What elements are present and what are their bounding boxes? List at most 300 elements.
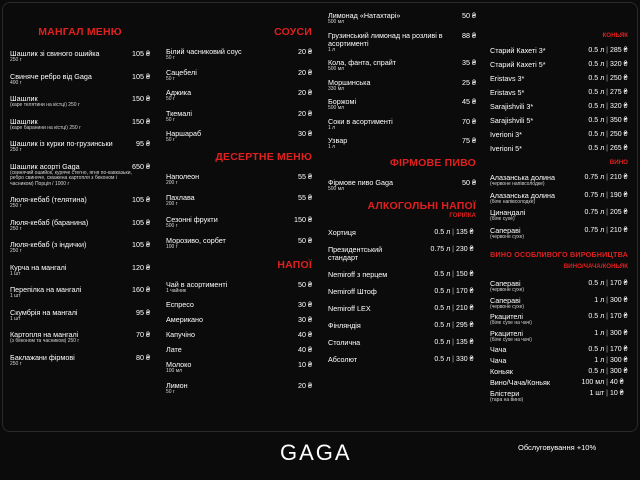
item-volume-price xyxy=(566,145,628,153)
item-name xyxy=(328,79,462,93)
item-price: 190 ₴ xyxy=(610,191,628,199)
divider: | xyxy=(606,313,608,320)
item-volume-price xyxy=(566,297,628,305)
section-title-house-wine: ВИНО ОСОБЛИВОГО ВИРОБНИЦТВА xyxy=(490,250,628,259)
menu-item xyxy=(328,229,476,237)
menu-item xyxy=(490,209,628,223)
item-price: 20 ₴ xyxy=(298,67,312,77)
item-name xyxy=(166,346,298,354)
item-weight: 1 шт xyxy=(10,293,21,299)
item-volume-price xyxy=(566,313,628,321)
cognac-list xyxy=(490,47,628,153)
item-name xyxy=(166,382,298,396)
item-price: 300 ₴ xyxy=(610,329,628,337)
item-volume-price xyxy=(566,131,628,139)
item-price: 10 ₴ xyxy=(610,390,624,397)
divider: | xyxy=(606,329,608,337)
item-volume-price xyxy=(566,89,628,97)
item-weight: 1 л xyxy=(328,46,336,53)
item-price: 50 ₴ xyxy=(298,279,312,289)
section-title-desserts: ДЕСЕРТНЕ МЕНЮ xyxy=(215,150,312,163)
item-name xyxy=(328,322,408,330)
item-name xyxy=(490,117,566,125)
item-title: Лимон xyxy=(166,380,188,390)
item-weight: 500 мл xyxy=(328,105,345,111)
item-title: Столична xyxy=(328,338,361,347)
menu-item xyxy=(490,297,628,311)
item-name xyxy=(490,357,566,365)
item-volume: 0.75 л xyxy=(430,246,451,253)
menu-item xyxy=(490,131,628,139)
item-price: 30 ₴ xyxy=(298,315,312,324)
menu-item xyxy=(490,313,628,327)
item-title: Шашлик зі свиного ошийка xyxy=(10,49,100,58)
item-volume-price xyxy=(566,47,628,55)
item-weight: 250 г xyxy=(10,248,22,254)
item-price: 20 ₴ xyxy=(298,108,312,118)
item-title: Абсолют xyxy=(328,355,358,364)
item-name xyxy=(10,219,132,233)
item-title: Старий Кахеті 5* xyxy=(490,60,546,69)
item-name xyxy=(490,145,566,153)
item-volume: 0.75 л xyxy=(584,174,605,181)
item-name xyxy=(10,95,132,109)
item-volume: 1 л xyxy=(594,329,605,337)
item-description: (червоне напівсолодке) xyxy=(490,181,545,187)
menu-item xyxy=(328,118,476,132)
divider: | xyxy=(606,390,608,397)
item-price: 70 ₴ xyxy=(462,116,476,126)
menu-item xyxy=(328,32,476,54)
item-title: Nemiroff з перцем xyxy=(328,270,388,279)
item-price: 95 ₴ xyxy=(136,307,150,317)
menu-item xyxy=(490,379,628,387)
item-volume-price xyxy=(566,330,628,338)
item-price: 20 ₴ xyxy=(298,47,312,56)
item-price: 50 ₴ xyxy=(298,236,312,245)
menu-item xyxy=(10,196,150,210)
item-volume: 0.5 л xyxy=(588,47,605,54)
item-weight: (каре баранини на кістці) 250 г xyxy=(10,124,81,131)
item-volume: 0.5 л xyxy=(588,89,605,96)
divider: | xyxy=(452,246,454,253)
menu-item xyxy=(328,59,476,73)
sauces-list xyxy=(166,48,312,144)
section-title-drinks: НАПОЇ xyxy=(277,258,312,271)
divider: | xyxy=(606,296,608,304)
item-weight: 50 г xyxy=(166,96,175,102)
menu-item xyxy=(490,103,628,111)
item-title: Грузинський лимонад на розливі в асортименті xyxy=(328,30,443,48)
item-title: Ткемалі xyxy=(166,108,193,118)
item-volume: 0.5 л xyxy=(434,339,451,346)
item-title: Люля-кебаб (з індички) xyxy=(10,240,87,249)
menu-item xyxy=(328,246,476,262)
grill-list xyxy=(10,50,150,367)
item-name xyxy=(490,47,566,55)
divider: | xyxy=(606,226,608,234)
item-volume: 0.5 л xyxy=(434,271,451,278)
item-weight: 330 мл xyxy=(328,85,345,92)
item-volume: 1 л xyxy=(594,296,605,304)
menu-item xyxy=(10,286,150,300)
item-title: Алазанська долина xyxy=(490,190,556,200)
item-weight: 500 г xyxy=(166,222,178,229)
item-title: Чача xyxy=(490,356,507,365)
item-description: (біле сухе на чачі) xyxy=(490,336,532,343)
menu-item xyxy=(490,280,628,294)
column-cognac-wine xyxy=(490,32,628,407)
item-price: 300 ₴ xyxy=(610,357,628,364)
item-name xyxy=(10,163,132,188)
item-volume: 0.75 л xyxy=(584,226,605,234)
divider: | xyxy=(452,339,454,346)
item-price: 135 ₴ xyxy=(456,339,474,346)
item-volume: 0.5 л xyxy=(434,305,451,312)
item-volume: 0.5 л xyxy=(434,322,451,329)
item-name xyxy=(328,137,462,151)
item-price: 285 ₴ xyxy=(610,47,628,54)
item-name xyxy=(490,103,566,111)
item-name xyxy=(328,118,462,132)
divider: | xyxy=(606,174,608,181)
item-title: Боржомі xyxy=(328,97,357,106)
item-volume-price xyxy=(566,192,628,200)
item-volume-price xyxy=(566,390,628,398)
item-name xyxy=(10,241,132,255)
menu-item xyxy=(490,390,628,404)
item-price: 50 ₴ xyxy=(462,11,476,20)
item-weight: 250 г xyxy=(10,147,22,153)
column-grill xyxy=(10,26,150,376)
divider: | xyxy=(452,288,454,295)
drinks-list xyxy=(166,281,312,396)
item-weight: 250 г xyxy=(10,57,22,63)
item-price: 330 ₴ xyxy=(456,356,474,363)
item-weight: (каре телятини на кістці) 250 г xyxy=(10,102,80,108)
subtitle-vodka: ГОРІЛКА xyxy=(449,212,476,219)
item-price: 105 ₴ xyxy=(132,71,150,81)
item-name xyxy=(328,12,462,26)
menu-item xyxy=(10,219,150,233)
item-weight: 500 мл xyxy=(328,185,345,192)
item-price: 170 ₴ xyxy=(456,288,474,295)
item-volume-price xyxy=(566,357,628,365)
wine-list xyxy=(490,174,628,240)
item-price: 250 ₴ xyxy=(610,75,628,82)
item-volume: 0.5 л xyxy=(588,103,605,110)
item-title: Старий Кахеті 3* xyxy=(490,46,546,55)
item-weight: 250 г xyxy=(10,225,22,232)
column-sauces-desserts-drinks xyxy=(166,26,312,402)
item-price: 250 ₴ xyxy=(610,131,628,138)
divider: | xyxy=(452,229,454,236)
item-volume: 0.5 л xyxy=(588,117,605,124)
item-price: 320 ₴ xyxy=(610,103,628,110)
item-price: 88 ₴ xyxy=(462,30,476,40)
item-price: 210 ₴ xyxy=(610,226,628,234)
menu-item xyxy=(490,192,628,206)
item-price: 70 ₴ xyxy=(136,330,150,339)
subtitle-wine: ВИНО xyxy=(609,159,628,166)
item-title: Nemiroff Штоф xyxy=(328,287,377,296)
item-name xyxy=(10,118,132,132)
item-volume-price xyxy=(566,346,628,354)
item-volume-price xyxy=(566,75,628,83)
item-title: Sarajishvili 5* xyxy=(490,116,534,125)
menu-item xyxy=(10,241,150,255)
item-price: 20 ₴ xyxy=(298,88,312,97)
item-volume-price xyxy=(566,117,628,125)
item-volume-price xyxy=(566,227,628,235)
item-name xyxy=(10,50,132,64)
item-title: Аджика xyxy=(166,88,192,97)
item-description: (червоне сухе) xyxy=(490,233,525,240)
soft-drinks-list xyxy=(328,12,476,151)
item-description: (тара на вино) xyxy=(490,397,524,403)
item-price: 105 ₴ xyxy=(132,195,150,204)
menu-item xyxy=(328,98,476,112)
item-name xyxy=(166,89,298,103)
item-name xyxy=(328,288,408,296)
item-name xyxy=(490,297,566,311)
item-title: Ркацителі xyxy=(490,312,523,321)
item-name xyxy=(10,196,132,210)
item-price: 105 ₴ xyxy=(132,217,150,227)
menu-item xyxy=(328,271,476,279)
item-title: Шашлик xyxy=(10,94,38,103)
item-name xyxy=(166,361,298,375)
item-title: Сапераві xyxy=(490,225,521,235)
column-soft-beer-alcohol xyxy=(328,12,476,373)
item-price: 300 ₴ xyxy=(610,368,628,375)
beer-list xyxy=(328,179,476,193)
item-title: Eristavs 3* xyxy=(490,74,525,83)
menu-item xyxy=(328,305,476,313)
item-volume-price xyxy=(566,379,628,387)
item-name xyxy=(166,173,298,187)
item-price: 50 ₴ xyxy=(462,177,476,187)
item-title: Перепілка на мангалі xyxy=(10,285,82,294)
menu-item xyxy=(166,382,312,396)
menu-item xyxy=(10,354,150,368)
item-price: 650 ₴ xyxy=(132,161,150,171)
item-price: 35 ₴ xyxy=(462,58,476,67)
item-price: 55 ₴ xyxy=(298,171,312,181)
item-name xyxy=(166,237,298,251)
menu-item xyxy=(490,357,628,365)
menu-item xyxy=(166,301,312,309)
divider: | xyxy=(606,357,608,364)
divider: | xyxy=(606,131,608,138)
menu-item xyxy=(328,137,476,151)
menu-item xyxy=(166,69,312,83)
divider: | xyxy=(452,322,454,329)
item-title: Шашлик xyxy=(10,116,38,126)
item-title: Президентський стандарт xyxy=(328,245,383,262)
item-price: 170 ₴ xyxy=(610,313,628,320)
item-weight: 50 г xyxy=(166,388,175,395)
item-name xyxy=(490,390,566,404)
item-title: Лате xyxy=(166,345,182,354)
divider: | xyxy=(606,368,608,375)
item-price: 10 ₴ xyxy=(298,360,312,369)
item-description: (біле сухе) xyxy=(490,216,515,222)
item-weight: 200 г xyxy=(166,201,178,207)
divider: | xyxy=(606,379,608,386)
item-price: 95 ₴ xyxy=(136,139,150,148)
item-price: 230 ₴ xyxy=(456,246,474,253)
item-price: 40 ₴ xyxy=(610,379,624,386)
menu-item xyxy=(166,281,312,295)
item-price: 105 ₴ xyxy=(132,49,150,58)
item-volume: 0.5 л xyxy=(588,75,605,82)
item-weight: 1 шт xyxy=(10,270,21,277)
item-name xyxy=(328,59,462,73)
item-title: Скумбрія на мангалі xyxy=(10,307,78,317)
menu-item xyxy=(490,330,628,344)
menu-item xyxy=(10,264,150,278)
item-price: 30 ₴ xyxy=(298,300,312,309)
item-title: Лимонад «Натахтарі» xyxy=(328,11,401,20)
item-title: Sarajishvili 3* xyxy=(490,102,534,111)
item-weight: 1 л xyxy=(328,124,336,131)
divider: | xyxy=(606,103,608,110)
item-name xyxy=(490,330,566,344)
item-volume: 1 л xyxy=(594,357,605,364)
item-volume: 100 мл xyxy=(581,379,605,386)
item-volume: 0.5 л xyxy=(434,288,451,295)
item-volume-price xyxy=(408,356,476,364)
item-title: Люля-кебаб (баранина) xyxy=(10,217,89,227)
item-name xyxy=(328,339,408,347)
menu-item xyxy=(166,237,312,251)
item-price: 150 ₴ xyxy=(132,94,150,103)
menu-item xyxy=(166,130,312,144)
item-weight: (свинячий ошийок, куряче стегно, ягня по-кавказьки, ребро свиняче, смажена картопля з беконом і часником) Порція / 1000 г xyxy=(10,169,132,187)
item-price: 25 ₴ xyxy=(462,77,476,87)
item-name xyxy=(166,194,298,208)
menu-item xyxy=(166,89,312,103)
item-name xyxy=(490,131,566,139)
item-weight: 1 шт xyxy=(10,315,21,322)
item-title: Коньяк xyxy=(490,367,513,376)
item-weight: 100 г xyxy=(166,244,178,250)
item-name xyxy=(328,229,408,237)
item-name xyxy=(490,209,566,223)
menu-item xyxy=(490,75,628,83)
item-price: 75 ₴ xyxy=(462,136,476,145)
item-name xyxy=(328,98,462,112)
divider: | xyxy=(606,117,608,124)
item-weight: 100 мл xyxy=(166,368,183,374)
item-volume-price xyxy=(566,368,628,376)
item-volume: 0.5 л xyxy=(588,131,605,138)
item-price: 40 ₴ xyxy=(298,345,312,354)
item-volume-price xyxy=(408,271,476,279)
item-volume-price xyxy=(566,174,628,182)
item-name xyxy=(490,89,566,97)
item-volume: 0.5 л xyxy=(588,61,605,68)
menu-item xyxy=(490,368,628,376)
menu-item xyxy=(10,163,150,188)
item-name xyxy=(166,110,298,124)
item-name xyxy=(10,264,132,278)
item-price: 275 ₴ xyxy=(610,89,628,96)
item-name xyxy=(490,280,566,294)
item-name xyxy=(166,69,298,83)
item-title: Nemiroff LEX xyxy=(328,304,371,313)
item-volume-price xyxy=(408,229,476,237)
menu-item xyxy=(166,331,312,339)
item-name xyxy=(490,61,566,69)
item-title: Шашлик із курки по-грузинськи xyxy=(10,139,113,148)
item-title: Шашлик асорті Gaga xyxy=(10,161,80,171)
divider: | xyxy=(606,61,608,68)
item-title: Американо xyxy=(166,315,204,324)
menu-item xyxy=(328,322,476,330)
item-name xyxy=(490,313,566,327)
item-name xyxy=(490,346,566,354)
item-price: 265 ₴ xyxy=(610,145,628,152)
menu-item xyxy=(166,110,312,124)
menu-item xyxy=(328,288,476,296)
menu-item xyxy=(166,361,312,375)
menu-item xyxy=(166,173,312,187)
item-title: Iverioni 3* xyxy=(490,130,522,139)
item-title: Чача xyxy=(490,345,507,354)
divider: | xyxy=(606,191,608,199)
item-title: Соки в асортименті xyxy=(328,116,393,126)
item-title: Сапераві xyxy=(490,295,521,305)
menu-item xyxy=(10,118,150,132)
item-volume-price xyxy=(566,61,628,69)
item-weight: 50 г xyxy=(166,55,175,61)
menu-item xyxy=(490,346,628,354)
item-price: 210 ₴ xyxy=(610,174,628,181)
item-title: Блістери xyxy=(490,389,520,398)
item-title: Хортиця xyxy=(328,228,356,237)
divider: | xyxy=(606,89,608,96)
item-volume: 0.5 л xyxy=(434,356,451,363)
menu-item xyxy=(10,73,150,87)
menu-item xyxy=(328,12,476,26)
item-price: 30 ₴ xyxy=(298,129,312,138)
item-weight: 500 мл xyxy=(328,66,345,72)
menu-item xyxy=(328,356,476,364)
menu-item xyxy=(490,174,628,188)
item-name xyxy=(166,301,298,309)
item-price: 170 ₴ xyxy=(610,346,628,353)
menu-item xyxy=(490,47,628,55)
item-title: Свиняче ребро від Gaga xyxy=(10,71,92,81)
item-weight: (з беконом та часником) 250 г xyxy=(10,338,80,344)
item-title: Eristavs 5* xyxy=(490,88,525,97)
item-volume: 0.5 л xyxy=(588,145,605,152)
item-volume-price xyxy=(408,339,476,347)
item-price: 300 ₴ xyxy=(610,296,628,304)
item-title: Молоко xyxy=(166,360,192,369)
item-price: 150 ₴ xyxy=(294,214,312,224)
menu-item xyxy=(166,316,312,324)
item-name xyxy=(328,32,462,54)
menu-item xyxy=(10,309,150,323)
item-name xyxy=(10,309,136,323)
item-name xyxy=(166,331,298,339)
item-name xyxy=(10,286,132,300)
item-price: 295 ₴ xyxy=(456,322,474,329)
item-weight: 500 мл xyxy=(328,19,345,25)
